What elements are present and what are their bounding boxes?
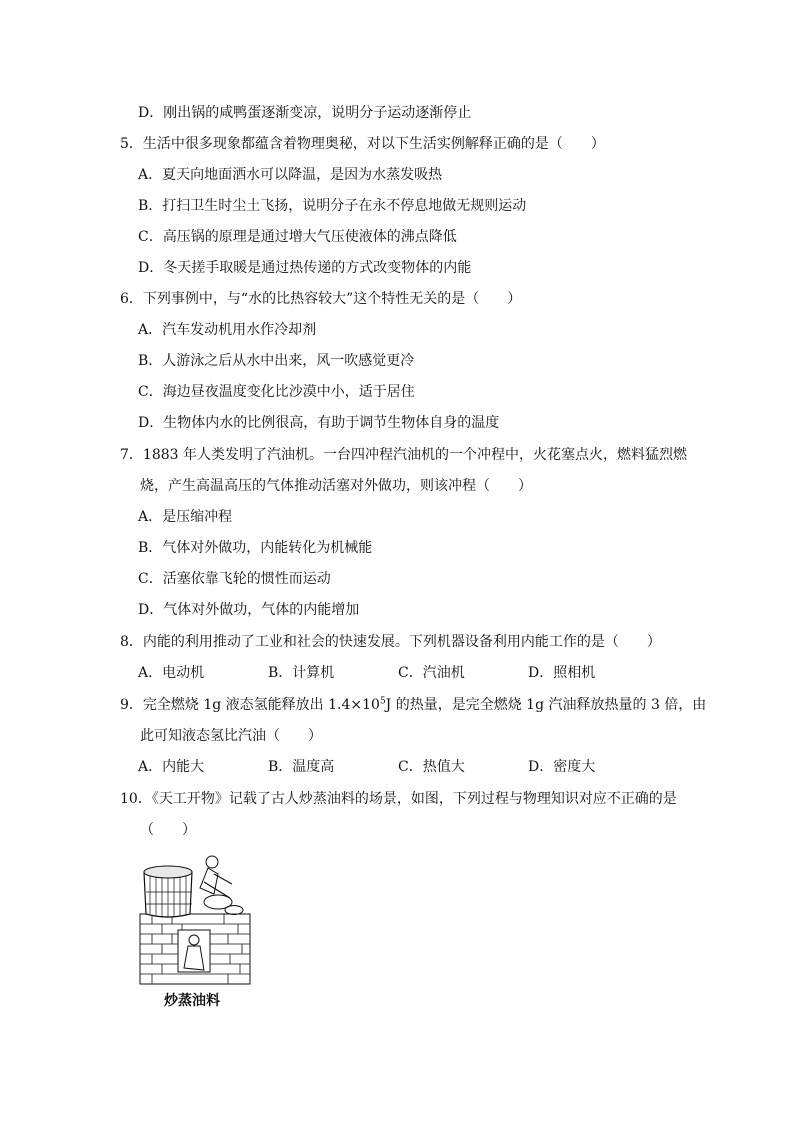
q7-option-a: A．是压缩冲程 — [138, 509, 233, 525]
q6-option-d: D．生物体内水的比例很高，有助于调节生物体自身的温度 — [138, 415, 500, 431]
q9-option-c: C．热值大 — [398, 759, 465, 775]
q5-option-b: B．打扫卫生时尘土飞扬，说明分子在永不停息地做无规则运动 — [138, 198, 527, 214]
q9-stem-exponent: 5 — [379, 696, 386, 707]
q9-stem-line1 — [120, 695, 706, 715]
q6-option-c: C．海边昼夜温度变化比沙漠中小，适于居住 — [138, 384, 415, 400]
q7-option-b: B．气体对外做功，内能转化为机械能 — [138, 540, 373, 556]
q7-option-c: C．活塞依靠飞轮的惯性而运动 — [138, 571, 331, 587]
q9-stem-line2: 此可知液态氢比汽油（ ） — [140, 728, 322, 744]
q8-options — [138, 663, 658, 683]
q6-option-b: B．人游泳之后从水中出来，风一吹感觉更冷 — [138, 353, 415, 369]
q9-option-b: B．温度高 — [268, 759, 335, 775]
q9-option-d: D．密度大 — [528, 759, 596, 775]
q5-option-a: A．夏天向地面洒水可以降温，是因为水蒸发吸热 — [138, 167, 443, 183]
q8-option-d: D．照相机 — [528, 665, 596, 681]
q9-option-a: A．内能大 — [138, 759, 205, 775]
q5-option-c: C．高压锅的原理是通过增大气压使液体的沸点降低 — [138, 229, 457, 245]
q7-stem-line2: 烧，产生高温高压的气体推动活塞对外做功，则该冲程（ ） — [140, 478, 532, 494]
q4-option-d: D．刚出锅的咸鸭蛋逐渐变凉，说明分子运动逐渐停止 — [138, 105, 472, 121]
q5-option-d: D．冬天搓手取暖是通过热传递的方式改变物体的内能 — [138, 260, 472, 276]
figure-caption: 炒蒸油料 — [164, 993, 220, 1009]
q7-option-d: D．气体对外做功，气体的内能增加 — [138, 602, 360, 618]
q8-option-b: B．计算机 — [268, 665, 335, 681]
q8-option-c: C．汽油机 — [398, 665, 465, 681]
q9-options — [138, 757, 658, 777]
q9-stem-pre: 9．完全燃烧 1g 液态氢能释放出 1.4×10 — [120, 697, 380, 713]
q8-stem: 8．内能的利用推动了工业和社会的快速发展。下列机器设备利用内能工作的是（ ） — [120, 634, 661, 650]
q10-stem-line1: 10．《天工开物》记载了古人炒蒸油料的场景，如图，下列过程与物理知识对应不正确的是 — [120, 791, 677, 807]
q8-option-a: A．电动机 — [138, 665, 205, 681]
q7-stem-line1: 7．1883 年人类发明了汽油机。一台四冲程汽油机的一个冲程中，火花塞点火，燃料猛烈燃 — [120, 447, 687, 463]
q6-stem: 6．下列事例中，与“水的比热容较大”这个特性无关的是（ ） — [120, 291, 522, 307]
oil-steaming-illustration — [138, 852, 256, 1007]
q6-option-a: A．汽车发动机用水作冷却剂 — [138, 322, 317, 338]
q9-stem-post: J 的热量，是完全燃烧 1g 汽油释放热量的 3 倍，由 — [385, 697, 707, 713]
q10-stem-line2: （ ） — [140, 822, 196, 838]
q5-stem: 5．生活中很多现象都蕴含着物理奥秘，对以下生活实例解释正确的是（ ） — [120, 136, 605, 152]
